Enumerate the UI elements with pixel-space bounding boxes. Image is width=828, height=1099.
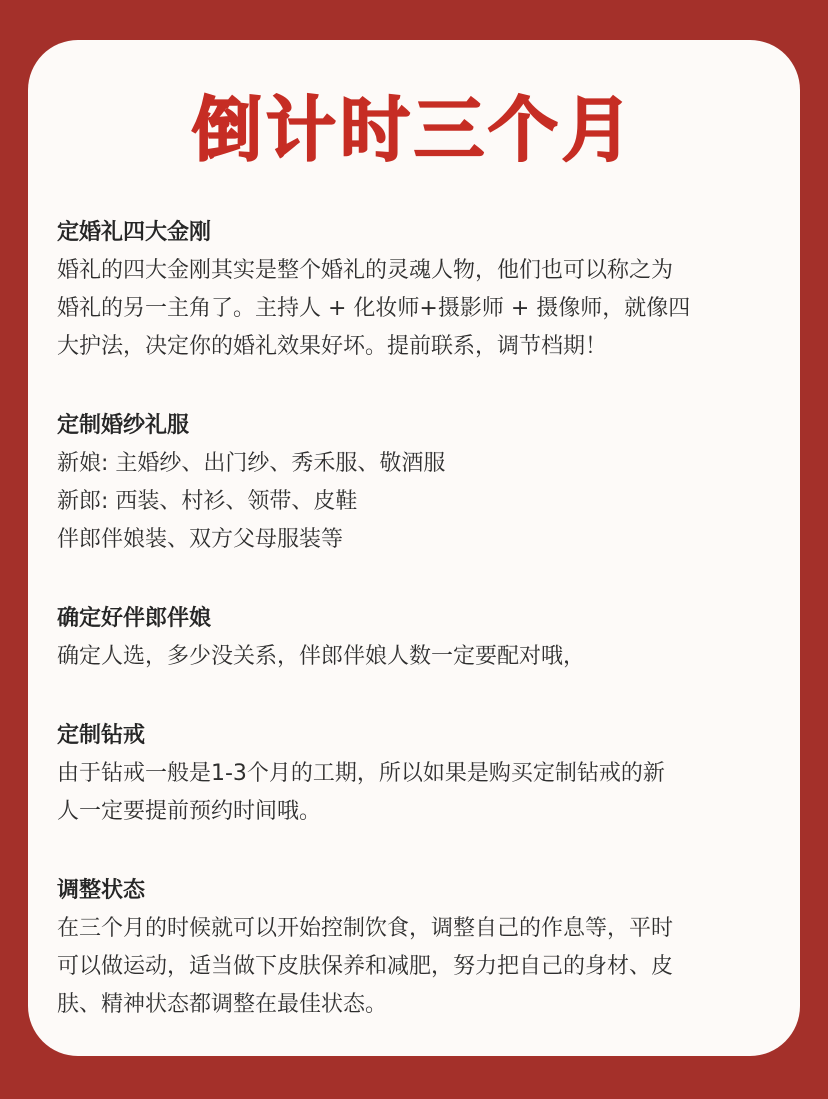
paragraph-line: 新娘: 主婚纱、出门纱、秀禾服、敬酒服 bbox=[57, 451, 446, 476]
section-condition bbox=[57, 872, 787, 1024]
paragraph-line: 可以做运动，适当做下皮肤保养和减肥，努力把自己的身材、皮 bbox=[57, 954, 674, 979]
paragraph-line: 新郎: 西装、村衫、领带、皮鞋 bbox=[57, 489, 358, 514]
article-body bbox=[57, 214, 787, 1024]
section-wedding-attire bbox=[57, 407, 787, 559]
paragraph-line: 伴郎伴娘装、双方父母服装等 bbox=[57, 527, 344, 552]
section-ring bbox=[57, 717, 787, 831]
paragraph-line: 确定人选，多少没关系，伴郎伴娘人数一定要配对哦， bbox=[57, 644, 586, 669]
paragraph-line: 肤、精神状态都调整在最佳状态。 bbox=[57, 992, 388, 1017]
paragraph-line: 大护法，决定你的婚礼效果好坏。提前联系，调节档期！ bbox=[57, 334, 608, 359]
section-heading: 定婚礼四大金刚 bbox=[57, 220, 212, 245]
section-heading: 调整状态 bbox=[57, 878, 146, 903]
paragraph-line: 在三个月的时候就可以开始控制饮食，调整自己的作息等，平时 bbox=[57, 916, 674, 941]
paragraph-line: 由于钻戒一般是1-3个月的工期，所以如果是购买定制钻戒的新 bbox=[57, 761, 665, 786]
section-heading: 确定好伴郎伴娘 bbox=[57, 606, 212, 631]
paragraph-line: 婚礼的另一主角了。主持人 + 化妆师+摄影师 + 摄像师，就像四 bbox=[57, 296, 691, 321]
section-wedding-team bbox=[57, 214, 787, 366]
paragraph-line: 婚礼的四大金刚其实是整个婚礼的灵魂人物，他们也可以称之为 bbox=[57, 258, 674, 283]
section-heading: 定制婚纱礼服 bbox=[57, 413, 190, 438]
section-bridal-party bbox=[57, 600, 787, 676]
page-title: 倒计时三个月 bbox=[192, 89, 636, 171]
paragraph-line: 人一定要提前预约时间哦。 bbox=[57, 799, 322, 824]
section-heading: 定制钻戒 bbox=[57, 723, 146, 748]
